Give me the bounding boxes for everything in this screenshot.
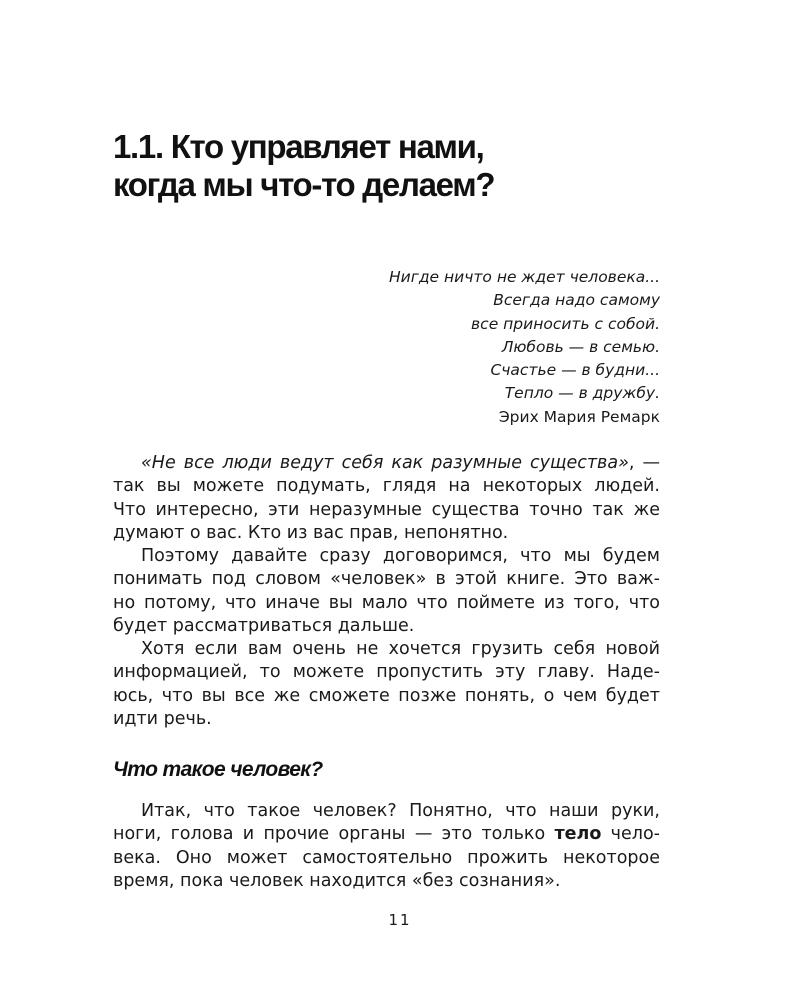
paragraph-line: время, пока человек находится «без сознания».	[113, 870, 561, 891]
paragraph-2	[113, 545, 660, 638]
paragraph-line: Хотя если вам очень не хочется грузить себя новой	[141, 639, 660, 659]
epigraph-line: Любовь — в семью.	[501, 337, 660, 356]
paragraph-3	[113, 638, 660, 731]
epigraph-line: Счастье — в будни...	[490, 361, 660, 380]
line-text: ноги, голова и прочие органы — это только	[113, 824, 555, 845]
paragraph-4	[113, 800, 660, 893]
paragraph-line: понимать под словом «человек» в этой книге. Это важ-	[113, 569, 660, 590]
paragraph-line: века. Оно может самостоятельно прожить некоторое	[113, 847, 660, 868]
paragraph-line: юсь, что вы все же сможете позже понять, о чем будет	[113, 685, 660, 706]
chapter-title-line-1: 1.1. Кто управляет нами,	[113, 128, 484, 165]
paragraph-line: Итак, что такое человек? Понятно, что наши руки,	[141, 801, 660, 821]
paragraph-line: так вы можете подумать, глядя на некоторых людей.	[113, 476, 660, 497]
emphasis-term: тело	[554, 824, 602, 845]
paragraph-line	[113, 452, 660, 475]
section-heading: Что такое человек?	[113, 758, 323, 781]
paragraph-line	[113, 823, 660, 846]
paragraph-line: думают о вас. Кто из вас прав, непонятно.	[113, 522, 509, 543]
epigraph-author: Эрих Мария Ремарк	[498, 407, 660, 426]
chapter-title-line-2: когда мы что-то делаем?	[113, 166, 495, 203]
epigraph-line: Тепло — в дружбу.	[504, 384, 660, 403]
epigraph-line: все приносить с собой.	[471, 314, 660, 333]
paragraph-line: информацией, то можете пропустить эту главу. Наде-	[113, 662, 660, 683]
line-text: чело-	[601, 824, 660, 845]
epigraph-line: Всегда надо самому	[493, 291, 660, 310]
epigraph	[240, 266, 660, 429]
paragraph-line: Поэтому давайте сразу договоримся, что мы будем	[141, 546, 660, 566]
chapter-title	[113, 128, 713, 204]
quote-dash: , —	[628, 453, 660, 473]
paragraph-1	[113, 452, 660, 545]
paragraph-line: будет рассматриваться дальше.	[113, 615, 415, 636]
paragraph-line: идти речь.	[113, 708, 212, 729]
paragraph-line: Что интересно, эти неразумные существа точно так же	[113, 499, 660, 520]
paragraph-line: но потому, что иначе вы мало что поймете из того, что	[113, 592, 660, 613]
quote-text: «Не все люди ведут себя как разумные существа»	[141, 453, 629, 473]
page-number: 11	[388, 911, 412, 929]
epigraph-line: Нигде ничто не ждет человека...	[388, 268, 660, 286]
